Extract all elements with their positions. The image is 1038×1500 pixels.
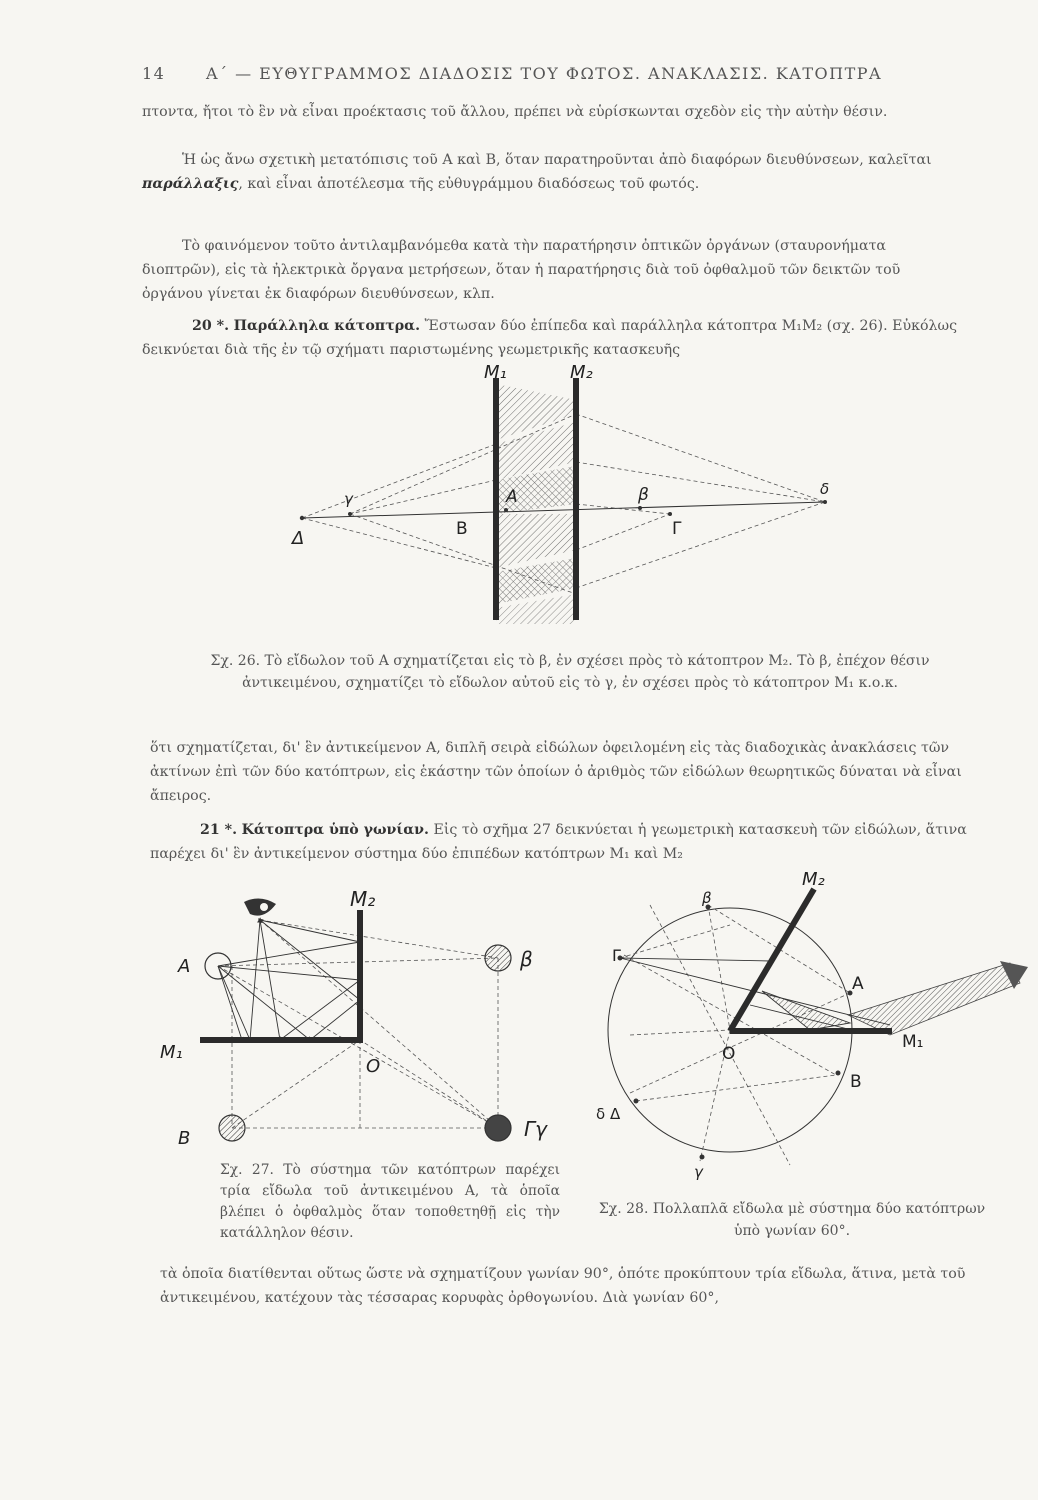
fig27-label-m1: M₁ [160,1042,183,1063]
term-parallax: παράλλαξις [142,176,239,192]
label-m2: Μ₂ [570,362,593,383]
fig27-rays [218,920,360,1040]
fig27-label-m2: M₂ [350,887,376,911]
fig28-label-delta: δ Δ [596,1105,621,1123]
section-20: 20 *. Παράλληλα κάτοπτρα. Ἔστωσαν δύο ἐπίπεδα καὶ παράλληλα κάτοπτρα Μ₁Μ₂ (σχ. 26). Εὐκόλως δεικνύεται διὰ τῆς ἐν τῷ σχήματι παριστωμένης γεωμετρικῆς κατασκευῆς [142,318,958,358]
fig28-label-a: A [852,974,864,994]
paragraph-5: τὰ ὁποῖα διατίθενται οὕτως ὥστε νὰ σχηματίζουν γωνίαν 90°, ὁπότε προκύπτουν τρία εἴδωλα, ἅτινα, μετὰ τοῦ ἀντικειμένου, κατέχουν τὰς τέσσαρας κορυφὰς ὀρθογωνίου. Διὰ γωνίαν 60°, [160,1266,966,1306]
fig27-label-a: A [178,956,191,977]
figure-26-caption: Σχ. 26. Τὸ εἴδωλον τοῦ Α σχηματίζεται εἰς τὸ β, ἐν σχέσει πρὸς τὸ κάτοπτρον Μ₂. Τὸ β, ἐπέχον θέσιν ἀντικειμένου, σχηματίζει τὸ εἴδωλον αὐτοῦ εἰς τὸ γ, ἐν σχέσει πρὸς τὸ κάτοπτρον Μ₁ κ.ο.κ. [210,653,930,691]
fig28-label-gamma-small: γ [694,1163,703,1181]
figure-28-caption: Σχ. 28. Πολλαπλᾶ εἴδωλα μὲ σύστημα δύο κατόπτρων ὑπὸ γωνίαν 60°. [598,1201,986,1239]
fig28-label-b: B [850,1072,862,1092]
running-title: Α΄ — ΕΥΘΥΓΡΑΜΜΟΣ ΔΙΑΔΟΣΙΣ ΤΟΥ ΦΩΤΟΣ. ΑΝΑΚΛΑΣΙΣ. ΚΑΤΟΠΤΡΑ [205,64,883,83]
mirror-m2 [573,378,579,620]
label-delta-cap: Δ [292,528,305,549]
section-21-number: 21 *. [200,822,238,838]
fig28-label-m2: M₂ [802,869,825,890]
fig28-label-beta: β [702,889,712,907]
section-20-number: 20 *. [192,318,230,334]
paragraph-3: Τὸ φαινόμενον τοῦτο ἀντιλαμβανόμεθα κατὰ τὴν παρατήρησιν ὀπτικῶν ὀργάνων (σταυρονήματα διοπτρῶν), εἰς τὰ ἠλεκτρικὰ ὄργανα μετρήσεων, ὅταν ἡ παρατήρησις διὰ τοῦ ὀφθαλμοῦ τῶν δεικτῶν τοῦ ὀργάνου γίνεται ἐκ διαφόρων διευθύνσεων, κλπ. [142,238,901,302]
label-b-cap: Β [456,519,468,539]
eye-icon [244,898,276,915]
paragraph-1: πτοντα, ἤτοι τὸ ἓν νὰ εἶναι προέκτασις τοῦ ἄλλου, πρέπει νὰ εὑρίσκωνται σχεδὸν εἰς τὴν αὐτὴν θέσιν. [142,104,888,120]
image-beta [485,945,511,971]
fig28-label-m1: M₁ [902,1032,924,1052]
label-beta: β [638,485,649,505]
figure-27-caption: Σχ. 27. Τὸ σύστημα τῶν κατόπτρων παρέχει τρία εἴδωλα τοῦ ἀντικειμένου Α, τὰ ὁποῖα βλέπει ὁ ὀφθαλμὸς ὅταν τοποθετηθῇ εἰς τὴν κατάλληλον θέσιν. [220,1162,560,1241]
image-b [219,1115,245,1141]
paragraph-4: ὅτι σχηματίζεται, δι' ἓν ἀντικείμενον Α, διπλῆ σειρὰ εἰδώλων ὀφειλομένη εἰς τὰς διαδοχικὰς ἀνακλάσεις τῶν ἀκτίνων ἐπὶ τῶν δύο κατόπτρων, εἰς ἑκάστην τῶν ὁποίων ὁ ἀριθμὸς τῶν εἰδώλων θεωρητικῶς δύναται νὰ εἶναι ἄπειρος. [150,740,962,804]
fig28-label-gamma: Γ [612,946,621,965]
fig28-label-o: O [722,1044,736,1064]
label-gamma-cap: Γ [672,519,682,539]
section-21-title: Κάτοπτρα ὑπὸ γωνίαν. [241,822,429,838]
section-20-title: Παράλληλα κάτοπτρα. [233,318,421,334]
beam-4 [496,514,576,568]
fig27-label-b: B [178,1128,191,1149]
figure-27 [160,880,560,1160]
mirror-m1 [493,378,499,620]
fig28-beam [848,963,1020,1035]
page-number: 14 [142,64,166,83]
label-m1: Μ₁ [484,362,507,383]
fig27-label-gamma: Γγ [524,1117,547,1141]
fig27-mirror-m2 [357,910,363,1043]
label-gamma-small: γ [344,490,353,508]
fig27-mirror-m1 [200,1037,363,1043]
image-gamma [485,1115,511,1141]
figure-28 [590,865,1030,1185]
running-header [142,64,902,83]
label-delta-small: δ [820,480,830,498]
label-a: Α [506,487,518,507]
paragraph-parallax: Ἡ ὡς ἄνω σχετικὴ μετατόπισις τοῦ Α καὶ Β, ὅταν παρατηροῦνται ἀπὸ διαφόρων διευθύνσεων, καλεῖται παράλλαξις, καὶ εἶναι ἀποτέλεσμα τῆς εὐθυγράμμου διαδόσεως τοῦ φωτός. [142,152,932,192]
fig27-label-o: O [366,1056,381,1077]
figure-26 [280,362,840,632]
section-21: 21 *. Κάτοπτρα ὑπὸ γωνίαν. Εἰς τὸ σχῆμα 27 δεικνύεται ἡ γεωμετρικὴ κατασκευὴ τῶν εἰδώλων, ἅτινα παρέχει δι' ἓν ἀντικείμενον σύστημα δύο ἐπιπέδων κατόπτρων Μ₁ καὶ Μ₂ [150,822,967,862]
fig27-label-beta: β [520,947,533,971]
